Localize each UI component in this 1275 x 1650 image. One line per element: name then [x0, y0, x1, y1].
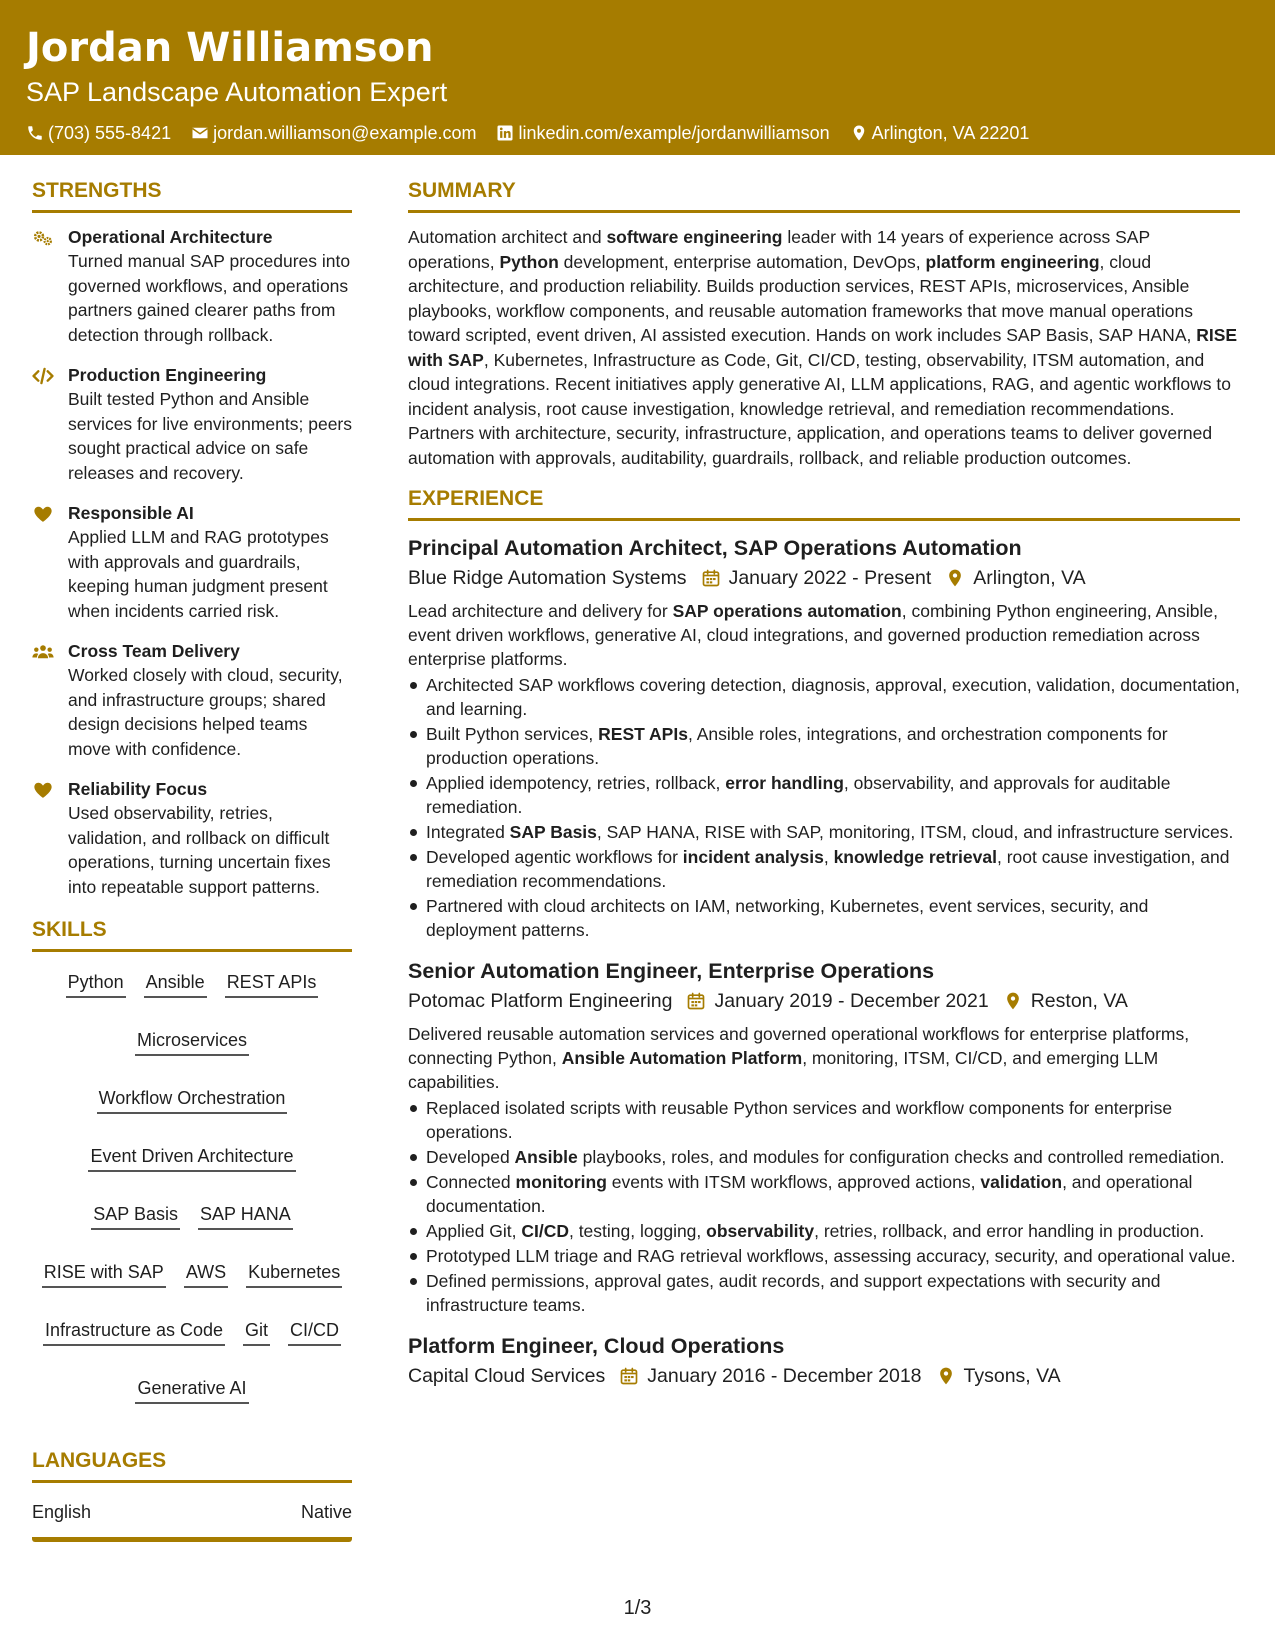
strength-title: Responsible AI — [68, 503, 194, 523]
strength-item — [32, 225, 352, 347]
strength-title: Reliability Focus — [68, 779, 208, 799]
right-column — [408, 176, 1240, 1405]
job-location: Reston, VA — [1030, 990, 1128, 1012]
bold-phrase: SAP Basis — [509, 822, 597, 842]
strength-item — [32, 639, 352, 761]
bullet-item: Applied idempotency, retries, rollback, error handling, observability, and approvals for auditable remediation. — [408, 771, 1240, 819]
bold-phrase: software engineering — [606, 227, 783, 247]
bold-phrase: knowledge retrieval — [833, 847, 997, 867]
gears-icon — [32, 225, 56, 347]
job-entry — [408, 956, 1240, 1317]
bold-phrase: validation — [980, 1172, 1063, 1192]
bold-phrase: error handling — [725, 773, 844, 793]
language-row — [32, 1499, 352, 1542]
job-meta — [408, 986, 1240, 1016]
bold-phrase: Python — [499, 251, 559, 272]
experience-heading: EXPERIENCE — [408, 484, 1240, 521]
contact-phone-text: (703) 555-8421 — [48, 123, 172, 143]
calendar-icon — [701, 568, 721, 588]
contact-phone[interactable] — [26, 121, 171, 145]
contact-linkedin-text: linkedin.com/example/jordanwilliamson — [518, 123, 830, 143]
strength-desc: Built tested Python and Ansible services for live environments; peers sought practical advice on safe releases and recovery. — [68, 389, 352, 483]
calendar-icon — [619, 1366, 639, 1386]
code-icon — [32, 363, 56, 485]
bold-phrase: observability — [706, 1221, 815, 1241]
job-intro: Lead architecture and delivery for SAP operations automation, combining Python engineering, Ansible, event driven workflows, generative AI, cloud integrations, and governed production remediation across enterprise platforms. — [408, 601, 1218, 669]
candidate-title: SAP Landscape Automation Expert — [26, 77, 448, 107]
strength-desc: Turned manual SAP procedures into governed workflows, and operations partners gained clearer paths from detection through rollback. — [68, 251, 351, 345]
job-title: Principal Automation Architect, SAP Operations Automation — [408, 536, 1022, 560]
skill-tag: Python — [66, 968, 126, 998]
skill-tag: Kubernetes — [246, 1258, 342, 1288]
skill-tag: Workflow Orchestration — [97, 1084, 288, 1114]
bold-phrase: REST APIs — [598, 724, 688, 744]
strength-desc: Worked closely with cloud, security, and infrastructure groups; shared design decisions helped teams move with confidence. — [68, 665, 343, 759]
bullet-item: Replaced isolated scripts with reusable Python services and workflow components for enterprise operations. — [408, 1096, 1240, 1144]
job-location: Tysons, VA — [963, 1365, 1061, 1387]
contact-location — [850, 121, 1030, 145]
skill-tag: AWS — [184, 1258, 228, 1288]
bullet-item: Developed agentic workflows for incident analysis, knowledge retrieval, root cause investigation, and remediation recommendations. — [408, 845, 1240, 893]
heart-icon — [32, 777, 56, 899]
bold-phrase: Ansible Automation Platform — [561, 1048, 803, 1068]
left-column — [32, 176, 352, 1542]
bold-phrase: SAP operations automation — [672, 601, 902, 621]
bullet-item: Connected monitoring events with ITSM workflows, approved actions, validation, and operational documentation. — [408, 1170, 1240, 1218]
job-company: Capital Cloud Services — [408, 1365, 606, 1387]
strength-item — [32, 363, 352, 485]
strength-desc: Used observability, retries, validation, and rollback on difficult operations, turning uncertain fixes into repeatable support patterns. — [68, 803, 331, 897]
skills-heading: SKILLS — [32, 915, 352, 952]
bold-phrase: monitoring — [515, 1172, 607, 1192]
linkedin-icon — [496, 124, 514, 142]
bullet-item: Applied Git, CI/CD, testing, logging, observability, retries, rollback, and error handling in production. — [408, 1219, 1240, 1243]
bold-phrase: RISE with SAP — [408, 325, 1238, 370]
skill-tag: Git — [243, 1316, 270, 1346]
strength-item — [32, 501, 352, 623]
skills-list — [32, 964, 352, 1404]
job-entry — [408, 1331, 1240, 1391]
strength-title: Production Engineering — [68, 365, 267, 385]
language-level: Native — [300, 1502, 352, 1522]
job-intro: Delivered reusable automation services and governed operational workflows for enterprise platforms, connecting Python, Ansible Automation Platform, monitoring, ITSM, CI/CD, and emerging LLM capabilities. — [408, 1024, 1190, 1092]
language-name: English — [32, 1502, 92, 1522]
strength-title: Operational Architecture — [68, 227, 273, 247]
skill-tag: Generative AI — [135, 1374, 248, 1404]
skill-tag: Event Driven Architecture — [88, 1142, 295, 1172]
contact-linkedin[interactable] — [496, 121, 829, 145]
job-meta — [408, 563, 1240, 593]
job-dates: January 2016 - December 2018 — [647, 1365, 922, 1387]
job-company: Blue Ridge Automation Systems — [408, 567, 687, 589]
skill-tag: Microservices — [135, 1026, 249, 1056]
skill-tag: CI/CD — [288, 1316, 341, 1346]
bold-phrase: incident analysis — [682, 847, 824, 867]
contact-email-text: jordan.williamson@example.com — [213, 123, 477, 143]
job-dates: January 2022 - Present — [728, 567, 932, 589]
skill-tag: SAP Basis — [91, 1200, 180, 1230]
bullet-item: Built Python services, REST APIs, Ansible roles, integrations, and orchestration components for production operations. — [408, 722, 1240, 770]
strength-item — [32, 777, 352, 899]
bold-phrase: Ansible — [514, 1147, 578, 1167]
skill-tag: RISE with SAP — [42, 1258, 166, 1288]
bold-phrase: CI/CD — [521, 1221, 569, 1241]
job-title: Senior Automation Engineer, Enterprise Operations — [408, 959, 935, 983]
strengths-heading: STRENGTHS — [32, 176, 352, 213]
bold-phrase: platform engineering — [925, 251, 1100, 272]
bullet-item: Defined permissions, approval gates, audit records, and support expectations with security and infrastructure teams. — [408, 1269, 1240, 1317]
bullet-item: Prototyped LLM triage and RAG retrieval workflows, assessing accuracy, security, and operational value. — [408, 1244, 1240, 1268]
job-bullets — [408, 1096, 1240, 1317]
location-pin-icon — [850, 124, 868, 142]
calendar-icon — [686, 991, 706, 1011]
location-pin-icon — [945, 568, 965, 588]
job-company: Potomac Platform Engineering — [408, 990, 673, 1012]
skill-tag: Ansible — [144, 968, 207, 998]
heart-icon — [32, 501, 56, 623]
bullet-item: Developed Ansible playbooks, roles, and modules for configuration checks and controlled remediation. — [408, 1145, 1240, 1169]
bullet-item: Integrated SAP Basis, SAP HANA, RISE with SAP, monitoring, ITSM, cloud, and infrastructure services. — [408, 820, 1240, 844]
resume-header — [0, 0, 1275, 155]
page-number: 1/3 — [623, 1597, 652, 1619]
skill-tag: REST APIs — [225, 968, 319, 998]
users-icon — [32, 639, 56, 761]
skill-tag: SAP HANA — [198, 1200, 293, 1230]
contact-email[interactable] — [191, 121, 476, 145]
languages-heading: LANGUAGES — [32, 1446, 352, 1483]
bullet-item: Partnered with cloud architects on IAM, networking, Kubernetes, event services, security, and deployment patterns. — [408, 894, 1240, 942]
job-title: Platform Engineer, Cloud Operations — [408, 1334, 785, 1358]
strength-desc: Applied LLM and RAG prototypes with approvals and guardrails, keeping human judgment present when incidents carried risk. — [68, 527, 329, 621]
job-dates: January 2019 - December 2021 — [714, 990, 989, 1012]
envelope-icon — [191, 124, 209, 142]
summary-text: Automation architect and software engineering leader with 14 years of experience across SAP operations, Python development, enterprise automation, DevOps, platform engineering, cloud architecture, and production reliability. Builds production services, REST APIs, microservices, Ansible playbooks, workflow components, and reusable automation frameworks that move manual operations toward scripted, event driven, AI assisted execution. Hands on work includes SAP Basis, SAP HANA, RISE with SAP, Kubernetes, Infrastructure as Code, Git, CI/CD, testing, observability, ITSM automation, and cloud integrations. Recent initiatives apply generative AI, LLM applications, RAG, and agentic workflows to incident analysis, root cause investigation, knowledge retrieval, and remediation recommendations. Partners with architecture, security, infrastructure, application, and operations teams to deliver governed automation with approvals, auditability, guardrails, rollback, and reliable production outcomes. — [408, 227, 1238, 468]
location-pin-icon — [1003, 991, 1023, 1011]
strength-title: Cross Team Delivery — [68, 641, 240, 661]
candidate-name: Jordan Williamson — [26, 25, 434, 71]
job-entry — [408, 533, 1240, 942]
job-meta — [408, 1361, 1240, 1391]
contact-location-text: Arlington, VA 22201 — [871, 123, 1030, 143]
summary-heading: SUMMARY — [408, 176, 1240, 213]
skill-tag: Infrastructure as Code — [43, 1316, 225, 1346]
job-location: Arlington, VA — [973, 567, 1086, 589]
phone-icon — [26, 124, 44, 142]
job-bullets — [408, 673, 1240, 942]
bullet-item: Architected SAP workflows covering detection, diagnosis, approval, execution, validation, documentation, and learning. — [408, 673, 1240, 721]
contact-bar — [26, 121, 1249, 145]
location-pin-icon — [936, 1366, 956, 1386]
